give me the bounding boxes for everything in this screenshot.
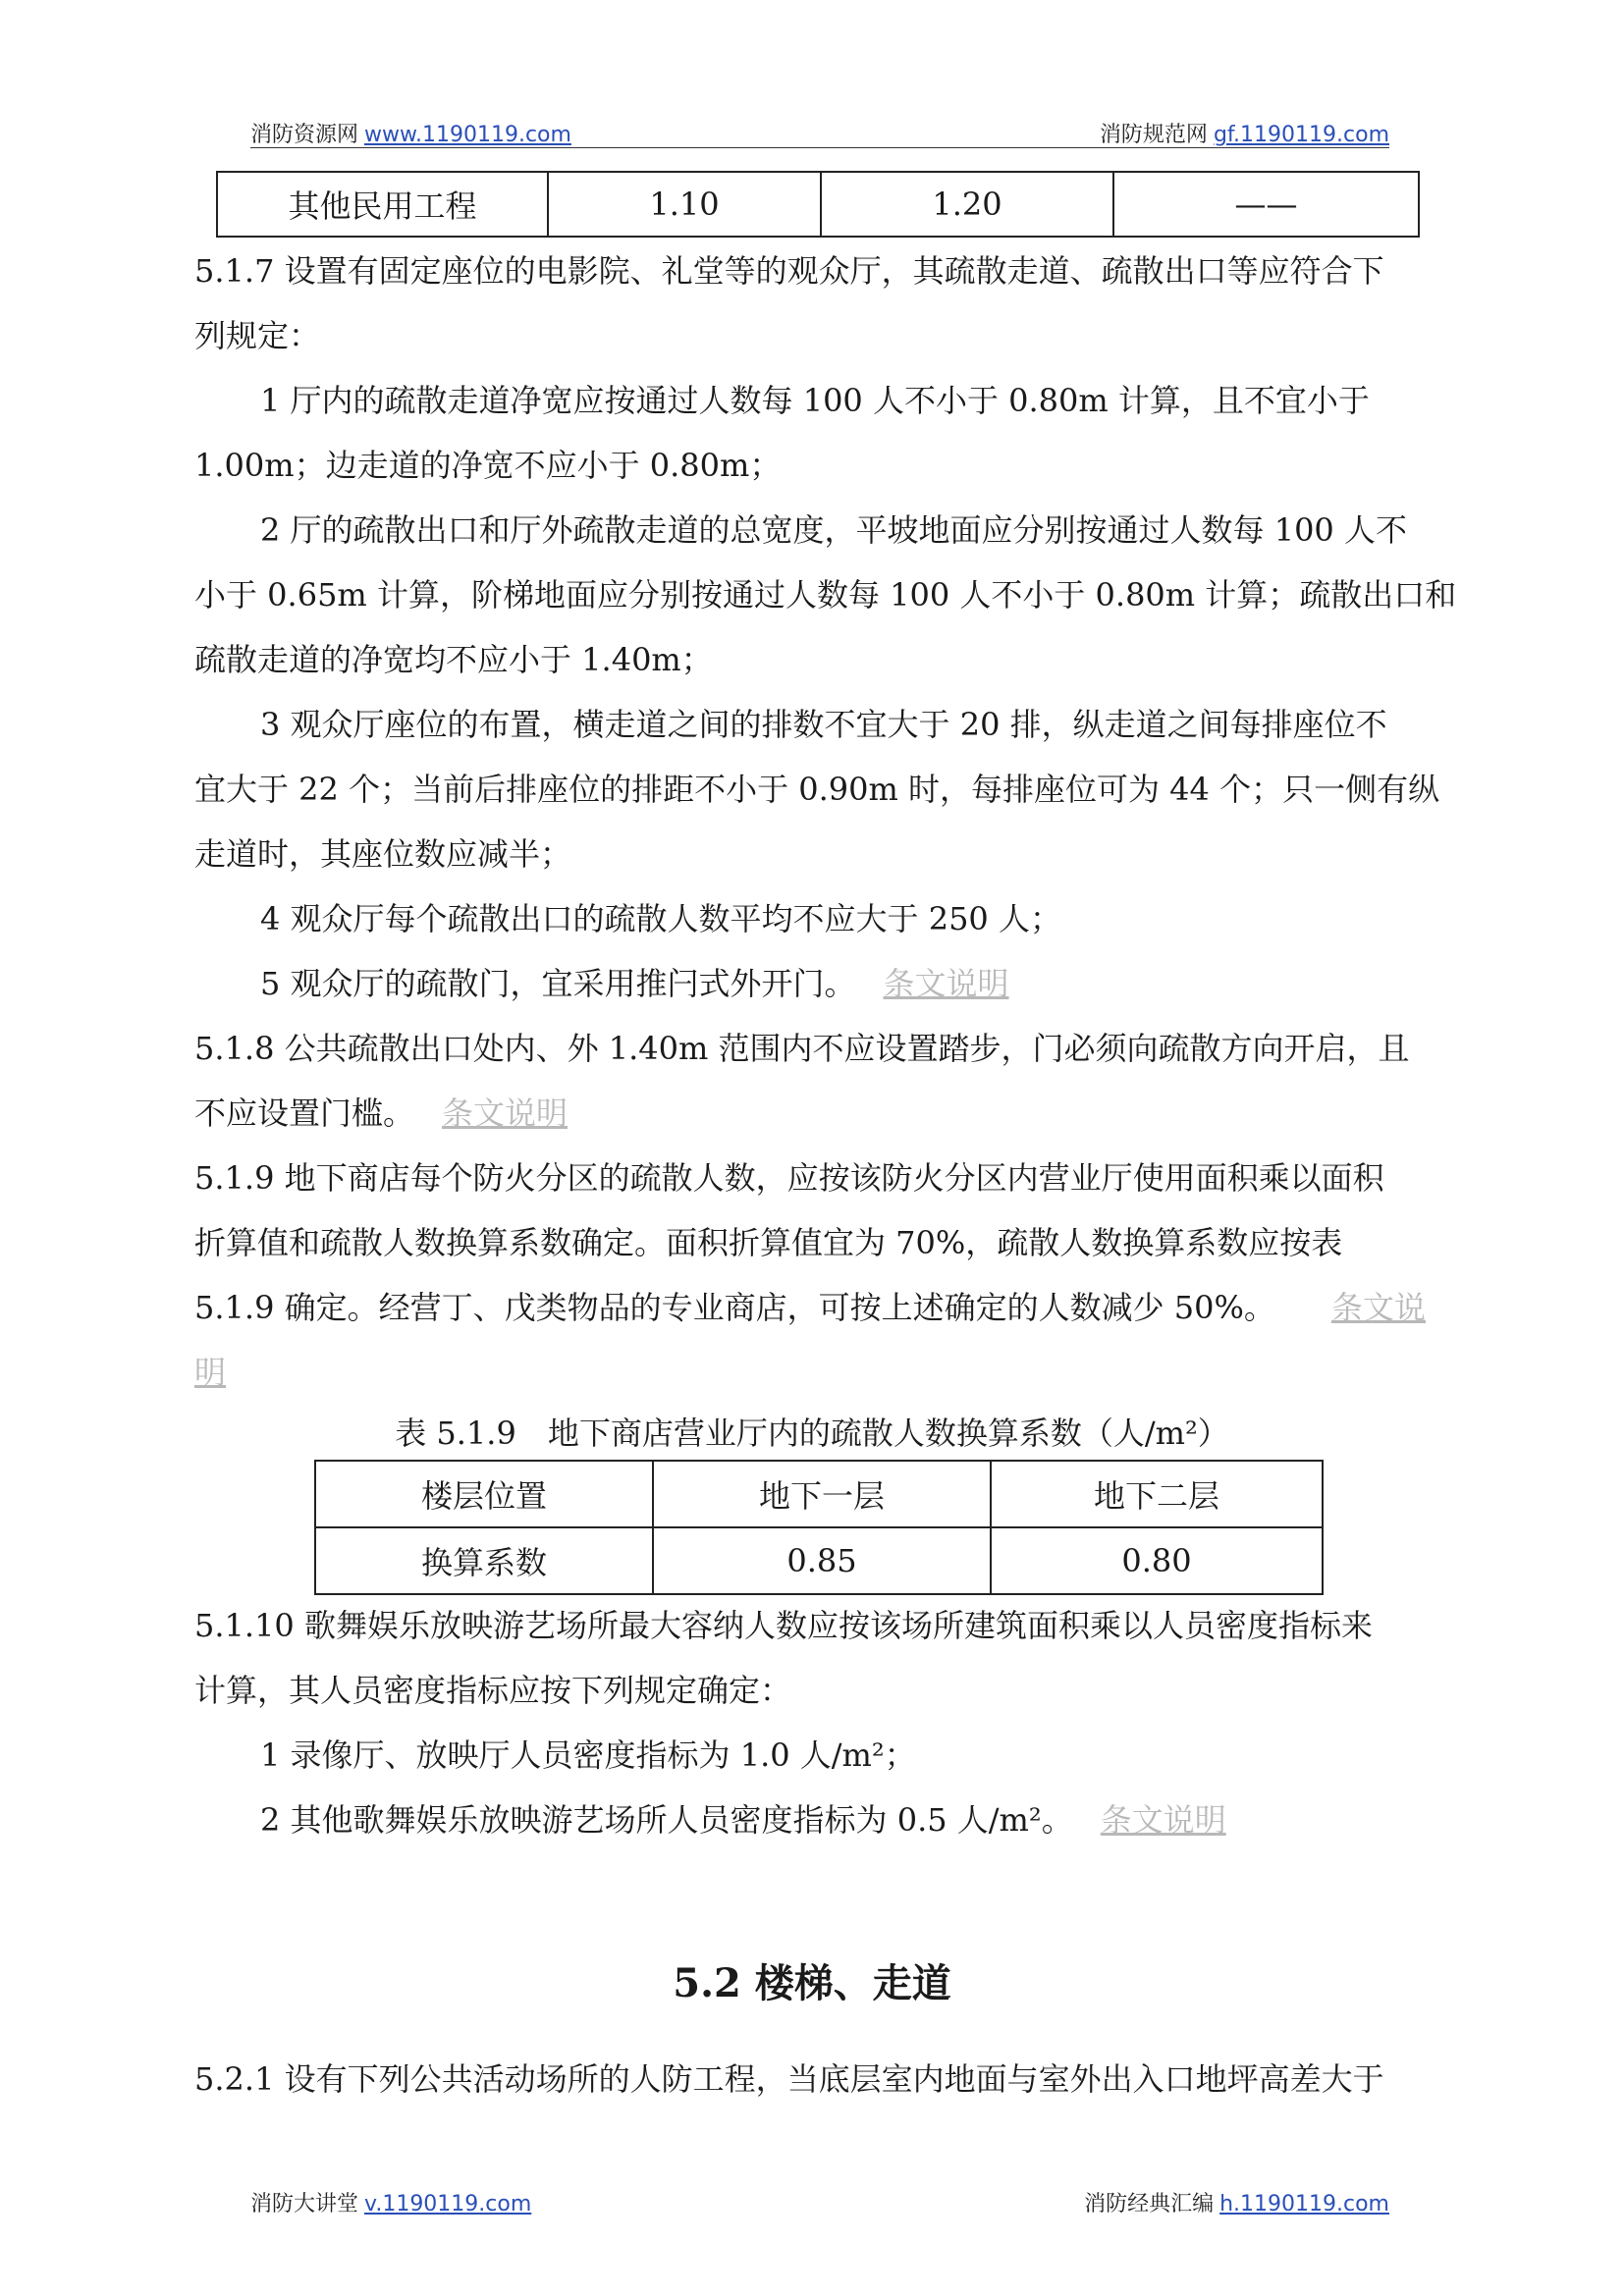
item-3-line: 3 观众厅座位的布置，横走道之间的排数不宜大于 20 排，纵走道之间每排座位不	[260, 706, 1387, 743]
clause-5-1-8-text: 不应设置门槛。	[194, 1095, 415, 1132]
header-left-name: 消防资源网	[250, 123, 359, 147]
clause-note-link[interactable]: 条文说明	[1100, 1801, 1226, 1839]
item-2-text: 2 其他歌舞娱乐放映游艺场所人员密度指标为 0.5 人/m²。	[260, 1801, 1073, 1839]
footer-right-link[interactable]: h.1190119.com	[1219, 2192, 1389, 2216]
section-heading: 5.2 楼梯、走道	[673, 1960, 951, 2006]
clause-5-1-9-text: 5.1.9 确定。经营丁、戊类物品的专业商店，可按上述确定的人数减少 50%。	[194, 1289, 1275, 1326]
item-3-line: 宜大于 22 个；当前后排座位的排距不小于 0.90m 时，每排座位可为 44 个；只一侧有纵	[194, 771, 1440, 808]
footer-left-name: 消防大讲堂	[250, 2192, 359, 2216]
clause-note-link[interactable]: 条文说明	[883, 965, 1009, 1002]
page-footer	[250, 2187, 1389, 2216]
table-row	[315, 1527, 1323, 1594]
clause-5-1-9-line: 折算值和疏散人数换算系数确定。面积折算值宜为 70%，疏散人数换算系数应按表	[194, 1224, 1343, 1261]
table-cell: ——	[1113, 172, 1419, 237]
clause-5-1-10-line: 计算，其人员密度指标应按下列规定确定：	[194, 1672, 792, 1709]
clause-note-link-continued[interactable]: 明	[194, 1354, 227, 1391]
clause-5-1-9-line	[194, 1288, 1275, 1327]
table-header-cell: 地下二层	[991, 1461, 1323, 1527]
table-header-cell: 地下一层	[653, 1461, 991, 1527]
footer-right-name: 消防经典汇编	[1084, 2192, 1215, 2216]
item-1-line: 1 录像厅、放映厅人员密度指标为 1.0 人/m²；	[260, 1736, 916, 1774]
header-right	[1100, 118, 1389, 148]
item-3-line: 走道时，其座位数应减半；	[194, 835, 572, 873]
table-cell: 0.80	[991, 1527, 1323, 1594]
clause-5-1-9-line: 5.1.9 地下商店每个防火分区的疏散人数，应按该防火分区内营业厅使用面积乘以面积	[194, 1159, 1384, 1197]
table-header-row	[315, 1461, 1323, 1527]
item-5-line	[260, 964, 1009, 1003]
clause-note-link[interactable]: 条文说明	[442, 1095, 568, 1132]
item-2-line: 小于 0.65m 计算，阶梯地面应分别按通过人数每 100 人不小于 0.80m 计算；疏散出口和	[194, 576, 1457, 614]
top-table	[216, 171, 1420, 238]
item-2-line: 疏散走道的净宽均不应小于 1.40m；	[194, 641, 713, 678]
item-1-line: 1.00m；边走道的净宽不应小于 0.80m；	[194, 447, 782, 484]
table-5-1-9	[314, 1460, 1324, 1595]
footer-left	[250, 2187, 531, 2217]
table-cell: 0.85	[653, 1527, 991, 1594]
table-cell: 换算系数	[315, 1527, 653, 1594]
clause-5-1-10-line: 5.1.10 歌舞娱乐放映游艺场所最大容纳人数应按该场所建筑面积乘以人员密度指标来	[194, 1607, 1373, 1644]
header-right-link[interactable]: gf.1190119.com	[1213, 123, 1389, 147]
table-header-cell: 楼层位置	[315, 1461, 653, 1527]
clause-5-1-7-line: 5.1.7 设置有固定座位的电影院、礼堂等的观众厅，其疏散走道、疏散出口等应符合下	[194, 252, 1384, 290]
header-right-name: 消防规范网	[1099, 123, 1208, 147]
header-left-link[interactable]: www.1190119.com	[364, 123, 571, 147]
clause-5-1-8-line: 5.1.8 公共疏散出口处内、外 1.40m 范围内不应设置踏步，门必须向疏散方向开启，且	[194, 1030, 1410, 1067]
item-2-line	[260, 1800, 1226, 1840]
header-left	[250, 118, 571, 148]
clause-5-1-7-line: 列规定：	[194, 317, 321, 354]
clause-note-link[interactable]: 条文说	[1331, 1289, 1427, 1326]
clause-5-2-1-line: 5.2.1 设有下列公共活动场所的人防工程，当底层室内地面与室外出入口地坪高差大于	[194, 2060, 1384, 2098]
item-1-line: 1 厅内的疏散走道净宽应按通过人数每 100 人不小于 0.80m 计算，且不宜小于	[260, 382, 1370, 419]
item-5-text: 5 观众厅的疏散门，宜采用推闩式外开门。	[260, 965, 856, 1002]
table-cell: 其他民用工程	[217, 172, 548, 237]
clause-5-1-8-line	[194, 1094, 568, 1133]
table-row	[217, 172, 1419, 237]
footer-right	[1084, 2187, 1389, 2217]
table-cell: 1.20	[821, 172, 1113, 237]
table-caption: 表 5.1.9 地下商店营业厅内的疏散人数换算系数（人/m²）	[395, 1415, 1229, 1452]
footer-left-link[interactable]: v.1190119.com	[364, 2192, 532, 2216]
page-header	[250, 118, 1389, 148]
item-4-line: 4 观众厅每个疏散出口的疏散人数平均不应大于 250 人；	[260, 900, 1061, 937]
table-cell: 1.10	[548, 172, 821, 237]
item-2-line: 2 厅的疏散出口和厅外疏散走道的总宽度，平坡地面应分别按通过人数每 100 人不	[260, 511, 1407, 549]
